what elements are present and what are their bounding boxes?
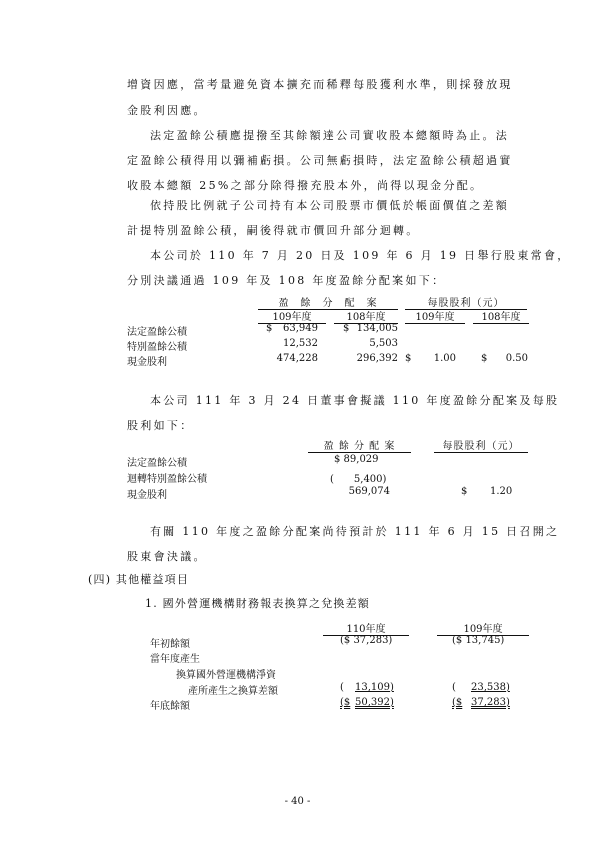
- table3-cell: ($ 37,283): [340, 635, 393, 646]
- page-number: - 40 -: [284, 796, 311, 807]
- table2-col-header: 盈 餘 分 配 案: [308, 437, 411, 453]
- table2-row-label: 法定盈餘公積: [127, 458, 187, 469]
- table1-group-header: 每股股利（元）: [405, 294, 527, 310]
- table3-row-label: 產所產生之換算差額: [188, 686, 278, 697]
- table1-cell: 1.00: [433, 353, 456, 364]
- table1-cell: 474,228: [276, 353, 318, 364]
- paragraph-line: 分別決議通過 109 年及 108 年度盈餘分配案如下：: [127, 274, 446, 287]
- table2-row-label: 現金股利: [127, 490, 167, 501]
- paren-open: ($: [340, 697, 351, 708]
- currency-sign: $: [481, 353, 488, 364]
- table1-cell: 12,532: [283, 338, 318, 349]
- table2-cell: $ 89,029: [334, 454, 379, 465]
- table3-col-header: 109年度: [437, 620, 529, 636]
- table1-row-label: 現金股利: [127, 357, 167, 368]
- currency-sign: $: [343, 323, 350, 334]
- table1-group-header: 盈 餘 分 配 案: [258, 294, 398, 310]
- currency-sign: $: [405, 353, 412, 364]
- currency-sign: $: [461, 486, 468, 497]
- table2-cell: 1.20: [490, 486, 513, 497]
- paragraph-line: 本公司於 110 年 7 月 20 日及 109 年 6 月 19 日舉行股東常會，: [150, 249, 571, 262]
- paragraph-line: 依持股比例就子公司持有本公司股票市價低於帳面價值之差額: [150, 199, 510, 212]
- paragraph-line: 計提特別盈餘公積，嗣後得就市價回升部分迴轉。: [127, 224, 420, 237]
- table1-col-header: 109年度: [258, 308, 326, 324]
- table3-cell: 37,283: [471, 697, 506, 708]
- paragraph-line: 金股利因應。: [127, 104, 207, 117]
- paren-open: ($: [452, 697, 463, 708]
- table1-col-header: 108年度: [334, 308, 398, 324]
- table1-cell: 134,005: [356, 323, 398, 334]
- paren-close: ): [390, 682, 394, 693]
- paragraph-line: 定盈餘公積得用以彌補虧損。公司無虧損時，法定盈餘公積超過實: [127, 154, 513, 167]
- paren-close: ): [506, 697, 510, 708]
- paragraph-line: 法定盈餘公積應提撥至其餘額達公司實收股本總額時為止。法: [150, 129, 510, 142]
- table2-col-header: 每股股利（元）: [434, 437, 528, 453]
- table1-row-label: 法定盈餘公積: [127, 327, 187, 338]
- paren-open: (: [340, 682, 344, 693]
- table3-row-label: 換算國外營運機構淨資: [176, 670, 276, 681]
- table1-cell: 63,949: [283, 323, 318, 334]
- paragraph-line: 股利如下：: [127, 419, 194, 432]
- paren-close: ): [390, 697, 394, 708]
- paragraph-line: 有關 110 年度之盈餘分配案尚待預計於 111 年 6 月 15 日召開之: [150, 525, 560, 538]
- table1-cell: 0.50: [505, 353, 528, 364]
- table3-row-label: 年初餘額: [150, 639, 190, 650]
- table3-row-label: 年底餘額: [150, 701, 190, 712]
- table3-col-header: 110年度: [323, 620, 409, 636]
- paragraph-line: 本公司 111 年 3 月 24 日董事會擬議 110 年度盈餘分配案及每股: [150, 394, 560, 407]
- paragraph-line: 增資因應，當考量避免資本擴充而稀釋每股獲利水準，則採發放現: [127, 78, 513, 91]
- table3-cell: 50,392: [355, 697, 390, 708]
- table1-row-label: 特別盈餘公積: [127, 342, 187, 353]
- table2-cell: 569,074: [348, 486, 390, 497]
- table3-cell: 23,538: [471, 682, 506, 693]
- table1-cell: 296,392: [356, 353, 398, 364]
- paragraph-line: 股東會決議。: [127, 550, 207, 563]
- table3-row-label: 當年度產生: [150, 654, 200, 665]
- table1-cell: 5,503: [369, 338, 398, 349]
- table2-row-label: 迴轉特別盈餘公積: [127, 474, 207, 485]
- section-heading: (四) 其他權益項目: [88, 573, 190, 586]
- paren-close: ): [506, 682, 510, 693]
- paragraph-line: 收股本總額 25%之部分除得撥充股本外，尚得以現金分配。: [127, 179, 484, 192]
- table3-cell: ($ 13,745): [452, 635, 505, 646]
- table1-col-header: 109年度: [405, 308, 465, 324]
- table2-cell: ( 5,400): [330, 474, 387, 485]
- sub-heading: 1. 國外營運機構財務報表換算之兌換差額: [145, 597, 370, 610]
- table3-cell: 13,109: [355, 682, 390, 693]
- table1-col-header: 108年度: [473, 308, 529, 324]
- paren-open: (: [452, 682, 456, 693]
- currency-sign: $: [266, 323, 273, 334]
